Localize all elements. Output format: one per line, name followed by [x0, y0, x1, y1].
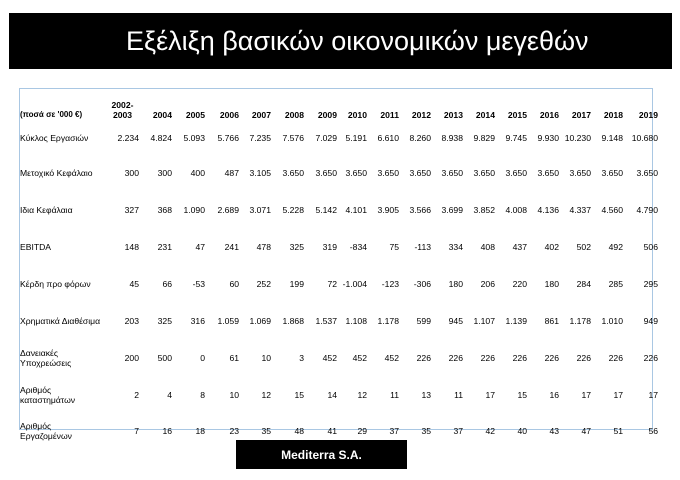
- table-cell: 8.260: [409, 133, 431, 143]
- table-row-label: Ιδια Κεφάλαια: [20, 204, 73, 215]
- table-cell: 0: [200, 352, 205, 363]
- table-cell: 2.689: [217, 204, 239, 215]
- table-cell: 17: [613, 390, 623, 400]
- company-footer: [236, 440, 407, 469]
- table-cell: 492: [608, 241, 623, 252]
- table-cell: 327: [124, 204, 139, 215]
- table-header-year: 2010: [347, 110, 367, 120]
- table-cell: 1.090: [183, 204, 205, 215]
- table-cell: 4.560: [601, 204, 623, 215]
- table-cell: 1.178: [377, 315, 399, 326]
- table-cell: 3.566: [409, 204, 431, 215]
- table-cell: 3.650: [409, 167, 431, 178]
- table-row-label: Δανειακές Υποχρεώσεις: [20, 347, 72, 368]
- table-cell: -306: [413, 278, 431, 289]
- table-cell: 861: [544, 315, 559, 326]
- table-cell: 226: [480, 352, 495, 363]
- table-cell: 502: [576, 241, 591, 252]
- financial-table-grid: [19, 88, 658, 441]
- table-cell: 4: [167, 390, 172, 400]
- table-cell: 7.576: [282, 133, 304, 143]
- table-cell: 285: [608, 278, 623, 289]
- table-cell: 478: [256, 241, 271, 252]
- table-cell: 1.059: [217, 315, 239, 326]
- table-cell: 1.069: [249, 315, 271, 326]
- table-cell: 368: [157, 204, 172, 215]
- table-cell: 1.178: [569, 315, 591, 326]
- table-cell: 5.142: [315, 204, 337, 215]
- table-header-year: 2008: [284, 110, 304, 120]
- table-cell: 5.093: [183, 133, 205, 143]
- table-cell: 18: [195, 425, 205, 436]
- table-cell: -113: [414, 241, 431, 252]
- table-cell: 325: [289, 241, 304, 252]
- table-cell: 3.650: [473, 167, 495, 178]
- table-cell: 9.148: [601, 133, 623, 143]
- table-cell: 45: [129, 278, 139, 289]
- table-cell: 148: [124, 241, 139, 252]
- table-cell: 8.938: [441, 133, 463, 143]
- table-cell: -1.004: [342, 278, 367, 289]
- table-cell: 452: [384, 352, 399, 363]
- table-cell: 3.650: [377, 167, 399, 178]
- table-cell: 500: [157, 352, 172, 363]
- table-cell: 15: [294, 390, 304, 400]
- table-header-year: 2018: [603, 110, 623, 120]
- table-cell: 4.101: [345, 204, 367, 215]
- table-cell: 7.235: [249, 133, 271, 143]
- table-cell: 487: [224, 167, 239, 178]
- table-cell: 3.905: [377, 204, 399, 215]
- table-cell: 4.824: [150, 133, 172, 143]
- table-cell: 300: [124, 167, 139, 178]
- table-row-label: Κέρδη προ φόρων: [20, 278, 91, 289]
- table-cell: 1.010: [601, 315, 623, 326]
- table-cell: 37: [453, 425, 463, 436]
- table-cell: 10.680: [631, 133, 658, 143]
- table-cell: 35: [421, 425, 431, 436]
- table-cell: 4.337: [569, 204, 591, 215]
- table-cell: 7.029: [315, 133, 337, 143]
- table-cell: 252: [256, 278, 271, 289]
- table-cell: 56: [648, 425, 658, 436]
- table-cell: 180: [448, 278, 463, 289]
- table-cell: 29: [357, 425, 367, 436]
- table-cell: 226: [643, 352, 658, 363]
- table-cell: 437: [512, 241, 527, 252]
- table-cell: 203: [124, 315, 139, 326]
- financial-table: [19, 88, 658, 441]
- table-cell: 10: [229, 390, 239, 400]
- table-cell: 226: [608, 352, 623, 363]
- table-cell: 4.008: [505, 204, 527, 215]
- table-cell: 12: [357, 390, 367, 400]
- table-cell: 10.230: [564, 133, 591, 143]
- table-cell: 9.930: [537, 133, 559, 143]
- table-cell: 241: [224, 241, 239, 252]
- table-cell: 452: [352, 352, 367, 363]
- table-cell: 1.868: [282, 315, 304, 326]
- table-cell: 1.108: [345, 315, 367, 326]
- table-cell: 945: [448, 315, 463, 326]
- table-cell: 51: [613, 425, 623, 436]
- table-cell: 226: [416, 352, 431, 363]
- table-header-year: 2005: [185, 110, 205, 120]
- table-cell: 11: [390, 390, 399, 400]
- table-header-label: (ποσά σε '000 €): [20, 110, 83, 119]
- table-cell: 5.191: [345, 133, 367, 143]
- table-header-year: 2007: [251, 110, 271, 120]
- table-cell: 35: [261, 425, 271, 436]
- table-cell: 3: [299, 352, 304, 363]
- company-name: Mediterra S.A.: [281, 447, 362, 462]
- table-cell: 3.650: [537, 167, 559, 178]
- table-header-year: 2016: [539, 110, 559, 120]
- table-row-label: Αριθμός Εργαζομένων: [20, 420, 72, 441]
- table-cell: -834: [349, 241, 367, 252]
- table-cell: 7: [134, 425, 139, 436]
- table-cell: 23: [229, 425, 239, 436]
- table-row-label: Χρηματικά Διαθέσιμα: [20, 315, 101, 326]
- table-cell: 5.766: [217, 133, 239, 143]
- table-cell: 402: [544, 241, 559, 252]
- table-cell: 2.234: [117, 133, 139, 143]
- table-cell: 11: [454, 390, 463, 400]
- table-cell: 316: [190, 315, 205, 326]
- table-cell: 220: [512, 278, 527, 289]
- table-cell: 3.105: [249, 167, 271, 178]
- table-cell: 226: [544, 352, 559, 363]
- table-row-label: Αριθμός καταστημάτων: [20, 385, 76, 405]
- table-cell: 48: [294, 425, 304, 436]
- table-header-year: 2013: [443, 110, 463, 120]
- table-cell: 47: [581, 425, 591, 436]
- table-cell: 17: [485, 390, 495, 400]
- table-cell: 14: [327, 390, 337, 400]
- table-cell: 6.610: [377, 133, 399, 143]
- table-cell: 15: [517, 390, 527, 400]
- table-cell: 16: [549, 390, 559, 400]
- table-header-year: 2015: [507, 110, 527, 120]
- table-header-year: 2014: [475, 110, 495, 120]
- table-cell: 3.650: [315, 167, 337, 178]
- page-title: Εξέλιξη βασικών οικονομικών μεγεθών: [126, 26, 589, 56]
- table-header-year: 2017: [571, 110, 591, 120]
- table-cell: -123: [381, 278, 399, 289]
- table-cell: 61: [229, 352, 239, 363]
- table-cell: 40: [517, 425, 527, 436]
- table-cell: 9.745: [505, 133, 527, 143]
- table-cell: 452: [322, 352, 337, 363]
- table-cell: 41: [327, 425, 337, 436]
- table-cell: 1.139: [505, 315, 527, 326]
- table-cell: 334: [448, 241, 463, 252]
- table-cell: 13: [421, 390, 431, 400]
- table-cell: 4.790: [636, 204, 658, 215]
- table-cell: 226: [448, 352, 463, 363]
- title-banner: [9, 13, 672, 69]
- table-row-label: Μετοχικό Κεφάλαιο: [20, 167, 93, 178]
- table-cell: 12: [261, 390, 271, 400]
- table-cell: 17: [581, 390, 591, 400]
- table-cell: 199: [289, 278, 304, 289]
- table-cell: 3.650: [345, 167, 367, 178]
- table-cell: -53: [192, 278, 205, 289]
- table-cell: 200: [124, 352, 139, 363]
- table-cell: 4.136: [537, 204, 559, 215]
- table-header-year: 2006: [219, 110, 239, 120]
- table-cell: 599: [416, 315, 431, 326]
- table-cell: 5.228: [282, 204, 304, 215]
- table-cell: 3.071: [249, 204, 271, 215]
- table-cell: 506: [643, 241, 658, 252]
- table-row-label: Κύκλος Εργασιών: [20, 133, 89, 143]
- table-cell: 75: [389, 241, 399, 252]
- table-cell: 9.829: [473, 133, 495, 143]
- table-cell: 231: [157, 241, 172, 252]
- table-cell: 3.650: [636, 167, 658, 178]
- table-cell: 1.107: [473, 315, 495, 326]
- table-header-year: 2012: [411, 110, 431, 120]
- table-cell: 3.650: [601, 167, 623, 178]
- table-header-year: 2019: [638, 110, 658, 120]
- table-cell: 949: [643, 315, 658, 326]
- table-cell: 295: [643, 278, 658, 289]
- table-row-label: EBITDA: [20, 241, 52, 252]
- table-cell: 3.852: [473, 204, 495, 215]
- table-header-year: 2002-2003: [111, 100, 134, 120]
- table-cell: 37: [389, 425, 399, 436]
- table-cell: 1.537: [315, 315, 337, 326]
- table-cell: 42: [485, 425, 495, 436]
- table-cell: 66: [162, 278, 172, 289]
- table-cell: 10: [261, 352, 271, 363]
- table-cell: 319: [322, 241, 337, 252]
- table-cell: 3.699: [441, 204, 463, 215]
- table-cell: 47: [195, 241, 205, 252]
- table-cell: 300: [157, 167, 172, 178]
- table-cell: 72: [327, 278, 337, 289]
- table-cell: 8: [200, 390, 205, 400]
- table-cell: 17: [648, 390, 658, 400]
- table-header-year: 2011: [380, 110, 399, 120]
- table-cell: 226: [512, 352, 527, 363]
- table-header-year: 2009: [317, 110, 337, 120]
- table-cell: 60: [229, 278, 239, 289]
- table-cell: 2: [134, 390, 139, 400]
- table-cell: 3.650: [505, 167, 527, 178]
- table-cell: 408: [480, 241, 495, 252]
- table-cell: 226: [576, 352, 591, 363]
- table-cell: 400: [190, 167, 205, 178]
- table-cell: 16: [162, 425, 172, 436]
- table-cell: 3.650: [282, 167, 304, 178]
- table-cell: 325: [157, 315, 172, 326]
- table-cell: 284: [576, 278, 591, 289]
- table-cell: 3.650: [441, 167, 463, 178]
- table-header-year: 2004: [152, 110, 172, 120]
- table-cell: 206: [480, 278, 495, 289]
- table-cell: 3.650: [569, 167, 591, 178]
- table-cell: 43: [549, 425, 559, 436]
- table-cell: 180: [544, 278, 559, 289]
